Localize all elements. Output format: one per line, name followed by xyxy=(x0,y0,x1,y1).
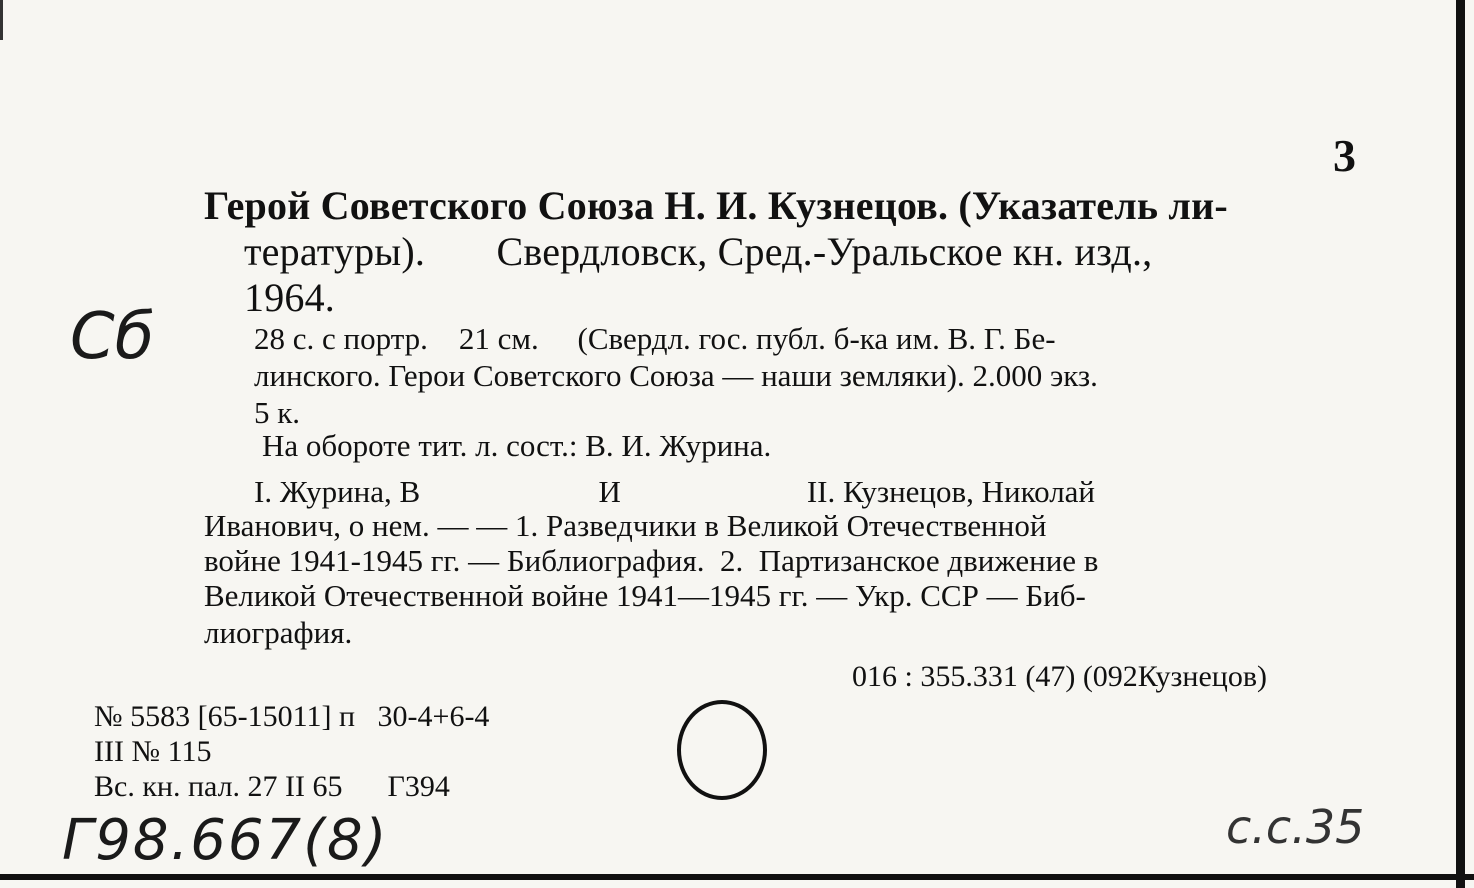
card-edge-bottom xyxy=(0,874,1474,880)
heading-line-3: 1964. xyxy=(244,275,335,320)
subject-line-1: I. Журина, В И II. Кузнецов, Николай xyxy=(254,474,1096,509)
handwritten-call-number: Г98.667(8) xyxy=(62,808,389,873)
description-line-1: 28 с. с портр. 21 см. (Свердл. гос. публ. б-ка им. В. Г. Бе- xyxy=(254,321,1056,356)
description-line-3: 5 к. xyxy=(254,395,301,430)
subject-line-4: Великой Отечественной войне 1941—1945 гг. — Укр. ССР — Биб- xyxy=(204,578,1086,613)
compiler-note: На обороте тит. л. сост.: В. И. Журина. xyxy=(262,428,772,463)
registry-line-2: III № 115 xyxy=(94,735,212,768)
subject-line-2: Иванович, о нем. — — 1. Разведчики в Великой Отечественной xyxy=(204,508,1047,543)
stamp-circle xyxy=(677,700,767,800)
subject-line-5: лиография. xyxy=(204,615,353,650)
card-edge-left xyxy=(0,0,3,40)
handwritten-left-mark: Сб xyxy=(70,300,155,374)
classification-code: 016 : 355.331 (47) (092Кузнецов) xyxy=(852,660,1267,693)
card-edge-right xyxy=(1456,0,1465,888)
description-line-2: линского. Герои Советского Союза — наши земляки). 2.000 экз. xyxy=(254,358,1098,393)
card-number: 3 xyxy=(1333,130,1356,181)
subject-line-3: войне 1941-1945 гг. — Библиография. 2. Партизанское движение в xyxy=(204,543,1099,578)
registry-line-3: Вс. кн. пал. 27 II 65 Г394 xyxy=(94,770,450,803)
registry-line-1: № 5583 [65-15011] п 30-4+6-4 xyxy=(94,700,490,733)
heading-line-1: Герой Советского Союза Н. И. Кузнецов. (Указатель ли- xyxy=(204,183,1228,228)
heading-line-2: тературы). Свердловск, Сред.-Уральское кн. изд., xyxy=(244,229,1153,274)
handwritten-right-mark: с.с.35 xyxy=(1226,800,1365,854)
